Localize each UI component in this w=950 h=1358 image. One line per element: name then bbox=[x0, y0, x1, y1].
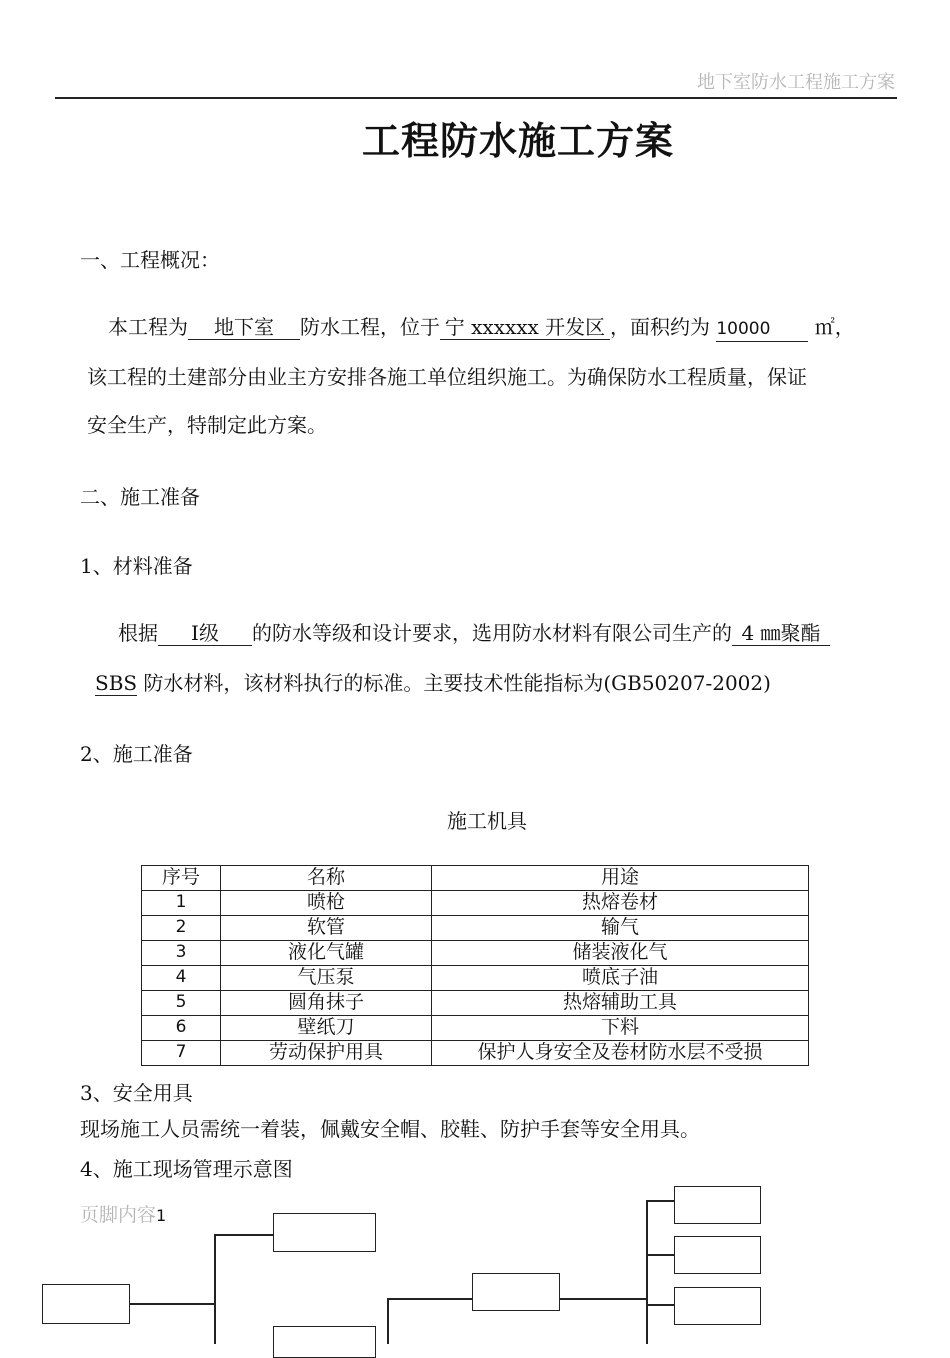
row-usage: 储装液化气 bbox=[432, 941, 809, 966]
diagram-branch-box bbox=[273, 1326, 376, 1358]
waterproof-grade-field: Ⅰ级 bbox=[158, 621, 252, 646]
table-caption: 施工机具 bbox=[447, 809, 527, 833]
diagram-leaf-box bbox=[674, 1186, 761, 1224]
row-usage: 热熔辅助工具 bbox=[432, 991, 809, 1016]
safety-subheading: 3、安全用具 bbox=[80, 1081, 193, 1105]
equipment-table bbox=[141, 865, 809, 1066]
construction-prep-subheading: 2、施工准备 bbox=[80, 742, 193, 766]
section-1-paragraph-line-1 bbox=[108, 314, 855, 342]
row-name: 软管 bbox=[221, 916, 432, 941]
header-cell-name: 名称 bbox=[221, 866, 432, 891]
diagram-connector bbox=[387, 1298, 473, 1300]
table-row bbox=[142, 966, 809, 991]
materials-paragraph-line-1 bbox=[118, 620, 830, 646]
section-1-heading: 一、工程概况： bbox=[80, 248, 220, 272]
page-title: 工程防水施工方案 bbox=[361, 118, 674, 163]
diagram-leaf-box bbox=[674, 1287, 761, 1325]
table-row bbox=[142, 891, 809, 916]
header-cell-usage: 用途 bbox=[432, 866, 809, 891]
row-usage: 喷底子油 bbox=[432, 966, 809, 991]
p1-before: 本工程为 bbox=[108, 315, 188, 339]
row-number: 1 bbox=[142, 891, 221, 916]
page-number: 1 bbox=[156, 1206, 167, 1225]
diagram-connector bbox=[646, 1200, 648, 1344]
material-type-field: SBS bbox=[95, 671, 138, 695]
diagram-connector bbox=[387, 1298, 389, 1344]
running-header: 地下室防水工程施工方案 bbox=[697, 72, 895, 93]
site-management-subheading: 4、施工现场管理示意图 bbox=[80, 1157, 293, 1181]
table-row bbox=[142, 1041, 809, 1066]
table-header-row bbox=[142, 866, 809, 891]
diagram-connector bbox=[129, 1303, 215, 1305]
row-usage: 保护人身安全及卷材防水层不受损 bbox=[432, 1041, 809, 1066]
materials-paragraph-line-2 bbox=[95, 670, 771, 696]
row-name: 液化气罐 bbox=[221, 941, 432, 966]
material-spec-field: 4 ㎜聚酯 bbox=[732, 621, 830, 646]
table-row bbox=[142, 941, 809, 966]
diagram-branch-box bbox=[273, 1213, 376, 1252]
project-type-field: 地下室 bbox=[188, 315, 300, 340]
safety-text: 现场施工人员需统一着装，佩戴安全帽、胶鞋、防护手套等安全用具。 bbox=[80, 1117, 700, 1141]
row-number: 6 bbox=[142, 1016, 221, 1041]
row-usage: 输气 bbox=[432, 916, 809, 941]
table-row bbox=[142, 1016, 809, 1041]
diagram-connector bbox=[646, 1254, 675, 1256]
row-name: 圆角抹子 bbox=[221, 991, 432, 1016]
section-1-paragraph-line-3: 安全生产，特制定此方案。 bbox=[87, 413, 327, 437]
diagram-connector bbox=[646, 1200, 675, 1202]
m-mid: 的防水等级和设计要求，选用防水材料有限公司生产的 bbox=[252, 621, 732, 645]
diagram-connector bbox=[214, 1234, 216, 1344]
header-rule bbox=[55, 97, 897, 99]
row-usage: 热熔卷材 bbox=[432, 891, 809, 916]
table-row bbox=[142, 991, 809, 1016]
p1-after: ㎡， bbox=[808, 315, 855, 339]
row-name: 劳动保护用具 bbox=[221, 1041, 432, 1066]
row-name: 喷枪 bbox=[221, 891, 432, 916]
materials-subheading: 1、材料准备 bbox=[80, 554, 193, 578]
row-number: 7 bbox=[142, 1041, 221, 1066]
row-name: 气压泵 bbox=[221, 966, 432, 991]
row-name: 壁纸刀 bbox=[221, 1016, 432, 1041]
p1-mid2: ，面积约为 bbox=[610, 315, 717, 339]
location-field: 宁 xxxxxx 开发区 bbox=[440, 315, 610, 340]
table-row bbox=[142, 916, 809, 941]
row-number: 5 bbox=[142, 991, 221, 1016]
row-usage: 下料 bbox=[432, 1016, 809, 1041]
m-before: 根据 bbox=[118, 621, 158, 645]
row-number: 3 bbox=[142, 941, 221, 966]
diagram-connector bbox=[646, 1304, 675, 1306]
section-1-paragraph-line-2: 该工程的土建部分由业主方安排各施工单位组织施工。为确保防水工程质量，保证 bbox=[87, 365, 807, 389]
diagram-root-box bbox=[42, 1284, 130, 1324]
row-number: 2 bbox=[142, 916, 221, 941]
diagram-connector bbox=[214, 1234, 274, 1236]
section-2-heading: 二、施工准备 bbox=[80, 485, 200, 509]
page-footer bbox=[80, 1200, 166, 1227]
m-after: 防水材料，该材料执行的标准。主要技术性能指标为(GB50207-2002) bbox=[137, 671, 771, 695]
area-field: 10000 bbox=[716, 317, 808, 342]
diagram-leaf-box bbox=[674, 1236, 761, 1274]
diagram-connector bbox=[559, 1298, 647, 1300]
p1-mid1: 防水工程，位于 bbox=[300, 315, 440, 339]
header-cell-number: 序号 bbox=[142, 866, 221, 891]
row-number: 4 bbox=[142, 966, 221, 991]
footer-text: 页脚内容 bbox=[80, 1204, 157, 1226]
diagram-middle-box bbox=[472, 1273, 560, 1311]
